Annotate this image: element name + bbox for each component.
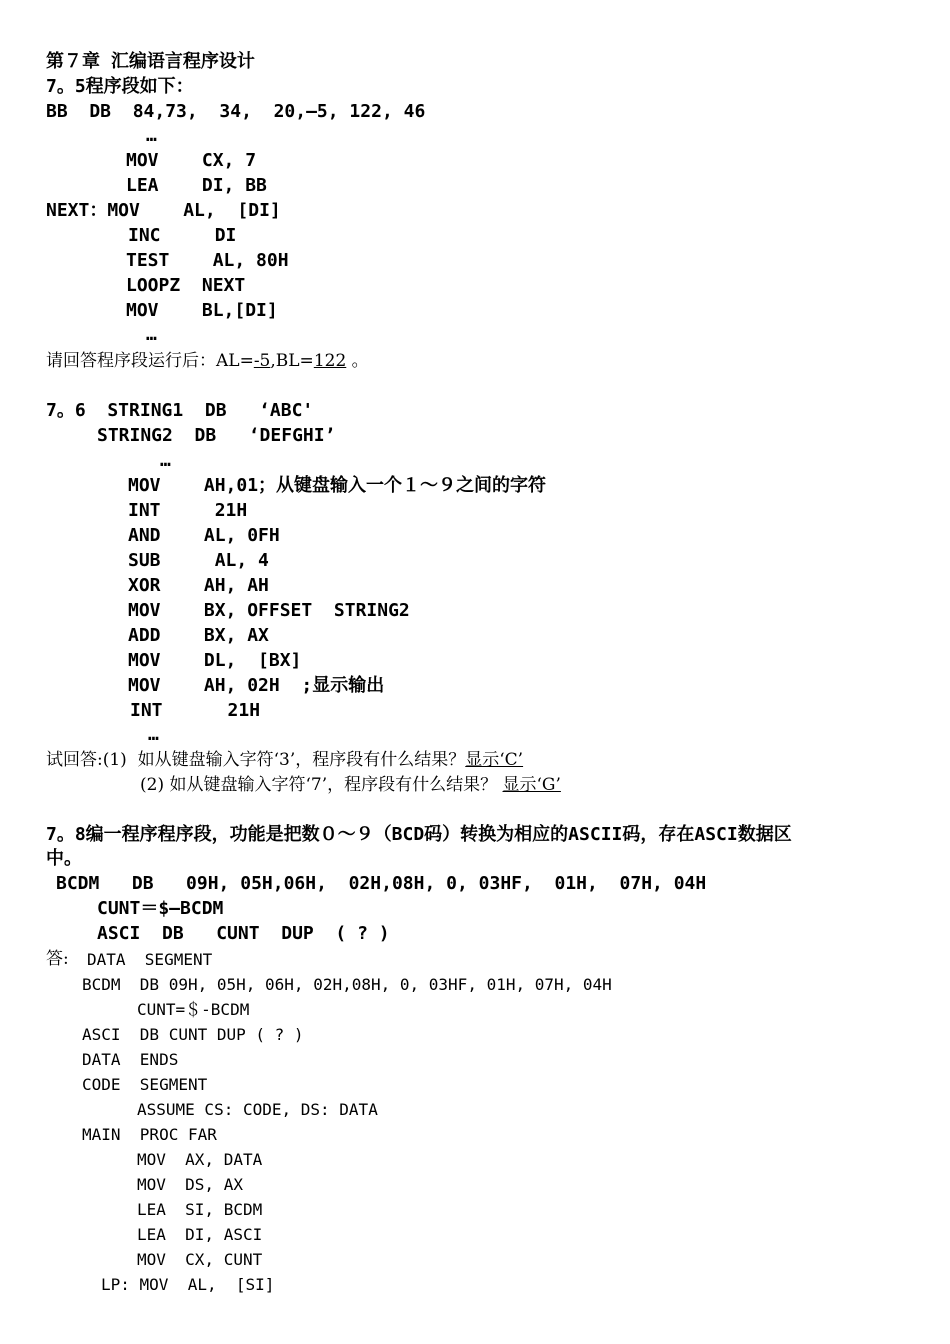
q78-answer-code: ASSUME CS: CODE, DS: DATA bbox=[137, 1100, 378, 1119]
q78-title-line-2: 中。 bbox=[46, 848, 82, 869]
q76-code-line: SUB AL, 4 bbox=[128, 550, 269, 571]
q75-code-line: LOOPZ NEXT bbox=[126, 275, 246, 296]
q76-code-line: MOV AH,01；从键盘输入一个１～９之间的字符 bbox=[128, 475, 547, 496]
q78-answer-code: MOV CX, CUNT bbox=[137, 1250, 263, 1269]
q76-answer-2-prefix: (2) 如从键盘输入字符‘7’，程序段有什么结果？ bbox=[140, 775, 503, 795]
q75-answer-mid: ,BL= bbox=[270, 351, 314, 371]
q75-title: 7。5程序段如下： bbox=[46, 76, 194, 97]
q75-ellipsis-1: … bbox=[146, 125, 157, 146]
chapter-title: 第７章 汇编语言程序设计 bbox=[46, 51, 255, 72]
q78-title-line-1: 7。8编一程序程序段，功能是把数０～９（BCD码）转换为相应的ASCII码，存在ASCI数据区 bbox=[46, 824, 792, 845]
q76-code-line: ADD BX, AX bbox=[128, 625, 269, 646]
q76-answer-2-value: 显示‘G’ bbox=[502, 775, 561, 795]
q75-code-line: MOV BL,[DI] bbox=[126, 300, 278, 321]
q78-answer-code: DATA ENDS bbox=[82, 1050, 179, 1069]
q76-answer-1-value: 显示‘C’ bbox=[465, 750, 524, 770]
q78-answer-code: BCDM DB 09H, 05H, 06H, 02H,08H, 0, 03HF, 01H, 07H, 04H bbox=[82, 975, 612, 994]
q75-al-value: -5 bbox=[253, 351, 271, 371]
q75-answer bbox=[46, 349, 369, 373]
q75-answer-suffix: 。 bbox=[346, 351, 369, 371]
q76-code-line: MOV DL, [BX] bbox=[128, 650, 302, 671]
q76-code-line: MOV BX, OFFSET STRING2 bbox=[128, 600, 410, 621]
q76-string2-line: STRING2 DB ‘DEFGHI’ bbox=[97, 425, 336, 446]
q78-data-line: ASCI DB CUNT DUP ( ? ) bbox=[97, 923, 390, 944]
q78-answer-code: MOV AX, DATA bbox=[137, 1150, 263, 1169]
q78-data-line: CUNT＝$—BCDM bbox=[97, 898, 224, 919]
q75-code-line: LEA DI, BB bbox=[126, 175, 267, 196]
q75-code-line: NEXT：MOV AL, [DI] bbox=[46, 200, 281, 221]
q76-answer-1 bbox=[46, 748, 523, 772]
q75-data-line: BB DB 84,73, 34, 20,—5, 122, 46 bbox=[46, 101, 426, 122]
q76-answer-2 bbox=[140, 773, 561, 797]
q78-answer-code: LEA DI, ASCI bbox=[137, 1225, 263, 1244]
q78-answer-code: MOV DS, AX bbox=[137, 1175, 243, 1194]
q76-code-line: AND AL, 0FH bbox=[128, 525, 280, 546]
q76-code-line: XOR AH, AH bbox=[128, 575, 269, 596]
q78-answer-code: CUNT=＄-BCDM bbox=[137, 1000, 250, 1019]
q78-answer-code: CODE SEGMENT bbox=[82, 1075, 208, 1094]
q78-answer-code: DATA SEGMENT bbox=[87, 950, 213, 969]
q75-code-line: INC DI bbox=[128, 225, 237, 246]
q78-answer-code: LP: MOV AL, [SI] bbox=[101, 1275, 275, 1294]
q75-bl-value: 122 bbox=[313, 351, 347, 371]
q76-code-line: INT 21H bbox=[130, 700, 261, 721]
q75-code-line: TEST AL, 80H bbox=[126, 250, 289, 271]
q78-answer-code: LEA SI, BCDM bbox=[137, 1200, 263, 1219]
q76-ellipsis-2: … bbox=[148, 724, 159, 745]
q75-answer-prefix: 请回答程序段运行后：AL= bbox=[46, 351, 254, 371]
q76-code-line: INT 21H bbox=[128, 500, 248, 521]
q78-answer-code: MAIN PROC FAR bbox=[82, 1125, 217, 1144]
q78-data-line: BCDM DB 09H, 05H,06H, 02H,08H, 0, 03HF, 01H, 07H, 04H bbox=[56, 873, 707, 894]
q75-ellipsis-2: … bbox=[146, 324, 157, 345]
q78-answer-label: 答: bbox=[46, 949, 69, 969]
q76-code-line: MOV AH, 02H ;显示输出 bbox=[128, 675, 385, 696]
q76-ellipsis-1: … bbox=[160, 450, 171, 471]
q76-answer-1-prefix: 试回答:(1) 如从键盘输入字符‘3’，程序段有什么结果？ bbox=[46, 750, 466, 770]
q78-answer-code: ASCI DB CUNT DUP ( ? ) bbox=[82, 1025, 304, 1044]
q76-title-line: 7。6 STRING1 DB ‘ABC' bbox=[46, 400, 314, 421]
q75-code-line: MOV CX, 7 bbox=[126, 150, 257, 171]
